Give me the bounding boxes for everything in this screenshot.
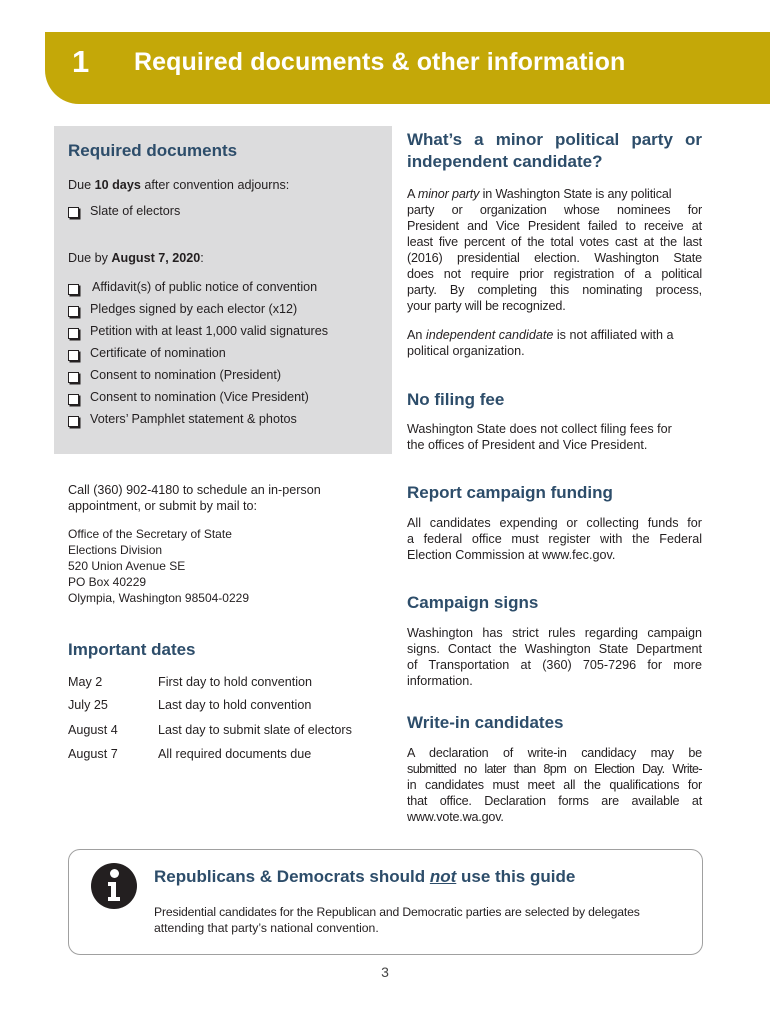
- paragraph-line: An independent candidate is not affiliated with a: [407, 328, 674, 342]
- checklist-item: Voters’ Pamphlet statement & photos: [90, 412, 297, 426]
- paragraph-line: A minor party in Washington State is any political: [407, 187, 672, 201]
- date-label: August 4: [68, 723, 118, 737]
- paragraph-line: of Transportation at (360) 705-7296 for more: [407, 658, 702, 672]
- independent-candidate-paragraph: [407, 327, 702, 359]
- checklist-item: Consent to nomination (President): [90, 368, 282, 382]
- checklist-item: Consent to nomination (Vice President): [90, 390, 309, 404]
- no-filing-fee-heading: No filing fee: [407, 390, 505, 409]
- paragraph-line: your party will be recognized.: [407, 299, 566, 313]
- write-in-paragraph: [407, 745, 702, 825]
- paragraph-line: Washington has strict rules regarding campaign: [407, 626, 702, 640]
- notice-box: [68, 849, 703, 955]
- section-number: 1: [72, 44, 90, 79]
- checkbox-pledges[interactable]: [68, 306, 79, 317]
- paragraph-line: All candidates expending or collecting funds for: [407, 516, 702, 530]
- checklist-item: Slate of electors: [90, 204, 181, 218]
- checkbox-voters-pamphlet[interactable]: [68, 416, 79, 427]
- info-icon-dot: [110, 869, 119, 878]
- date-label: May 2: [68, 675, 103, 689]
- date-label: August 7: [68, 747, 118, 761]
- notice-line-2: attending that party’s national convention.: [154, 921, 379, 935]
- paragraph-line: political organization.: [407, 344, 525, 358]
- contact-call-line-2: appointment, or submit by mail to:: [68, 499, 257, 513]
- paragraph-line: party. By completing this nominating process,: [407, 283, 702, 297]
- minor-party-paragraph: [407, 186, 702, 314]
- info-icon-stem: [106, 882, 121, 901]
- paragraph-line: A declaration of write-in candidacy may be: [407, 746, 702, 760]
- notice-line-1: Presidential candidates for the Republican and Democratic parties are selected by delegates: [154, 905, 640, 919]
- write-in-heading: Write-in candidates: [407, 713, 564, 732]
- checklist-item: Pledges signed by each elector (x12): [90, 302, 298, 316]
- paragraph-line: a federal office must register with the Federal: [407, 532, 702, 546]
- due-august-line: Due by August 7, 2020:: [68, 251, 204, 265]
- section-title: Required documents & other information: [134, 48, 626, 76]
- minor-party-heading-line-2: independent candidate?: [407, 152, 603, 171]
- required-documents-heading: Required documents: [68, 141, 238, 160]
- checkbox-petition[interactable]: [68, 328, 79, 339]
- report-funding-heading: Report campaign funding: [407, 483, 613, 502]
- important-dates-heading: Important dates: [68, 640, 196, 659]
- paragraph-line: President and Vice President failed to receive at: [407, 219, 702, 233]
- no-filing-fee-line: the offices of President and Vice President.: [407, 438, 648, 452]
- minor-party-heading-line-1: What’s a minor political party or: [407, 130, 702, 149]
- checkbox-consent-vice-president[interactable]: [68, 394, 79, 405]
- report-funding-paragraph: [407, 515, 702, 563]
- paragraph-line: www.vote.wa.gov.: [407, 810, 504, 824]
- mailing-address-line: 520 Union Avenue SE: [68, 559, 186, 573]
- mailing-address-line: PO Box 40229: [68, 575, 147, 589]
- mailing-address-line: Olympia, Washington 98504-0229: [68, 591, 249, 605]
- contact-call-line-1: Call (360) 902-4180 to schedule an in-person: [68, 483, 321, 497]
- paragraph-line: in candidates must meet all the qualifications for: [407, 778, 702, 792]
- checkbox-consent-president[interactable]: [68, 372, 79, 383]
- no-filing-fee-line: Washington State does not collect filing fees for: [407, 422, 672, 436]
- paragraph-line: signs. Contact the Washington State Department: [407, 642, 702, 656]
- paragraph-line: party or organization whose nominees for: [407, 203, 702, 217]
- paragraph-line: least five percent of the total votes cast at the last: [407, 235, 702, 249]
- paragraph-line: submitted no later than 8pm on Election Day. Write-: [407, 762, 702, 776]
- page-number: 3: [381, 964, 389, 980]
- checkbox-affidavit[interactable]: [68, 284, 79, 295]
- due-10-days-line: Due 10 days after convention adjourns:: [68, 178, 290, 192]
- paragraph-line: information.: [407, 674, 473, 688]
- checklist-item: Petition with at least 1,000 valid signatures: [90, 324, 329, 338]
- campaign-signs-heading: Campaign signs: [407, 593, 539, 612]
- date-event: Last day to submit slate of electors: [158, 723, 352, 737]
- paragraph-line: (2016) presidential election. Washington State: [407, 251, 702, 265]
- checklist-item: Certificate of nomination: [90, 346, 226, 360]
- paragraph-line: Election Commission at www.fec.gov.: [407, 548, 616, 562]
- date-event: All required documents due: [158, 747, 312, 761]
- date-event: First day to hold convention: [158, 675, 313, 689]
- mailing-address-line: Office of the Secretary of State: [68, 527, 232, 541]
- checklist-item: Affidavit(s) of public notice of convention: [92, 280, 318, 294]
- notice-heading: Republicans & Democrats should not use this guide: [154, 867, 576, 886]
- mailing-address-line: Elections Division: [68, 543, 163, 557]
- checkbox-slate-of-electors[interactable]: [68, 207, 79, 218]
- date-event: Last day to hold convention: [158, 698, 312, 712]
- paragraph-line: does not require prior registration of a political: [407, 267, 702, 281]
- date-label: July 25: [68, 698, 108, 712]
- campaign-signs-paragraph: [407, 625, 702, 689]
- checkbox-certificate[interactable]: [68, 350, 79, 361]
- paragraph-line: that office. Declaration forms are available at: [407, 794, 702, 808]
